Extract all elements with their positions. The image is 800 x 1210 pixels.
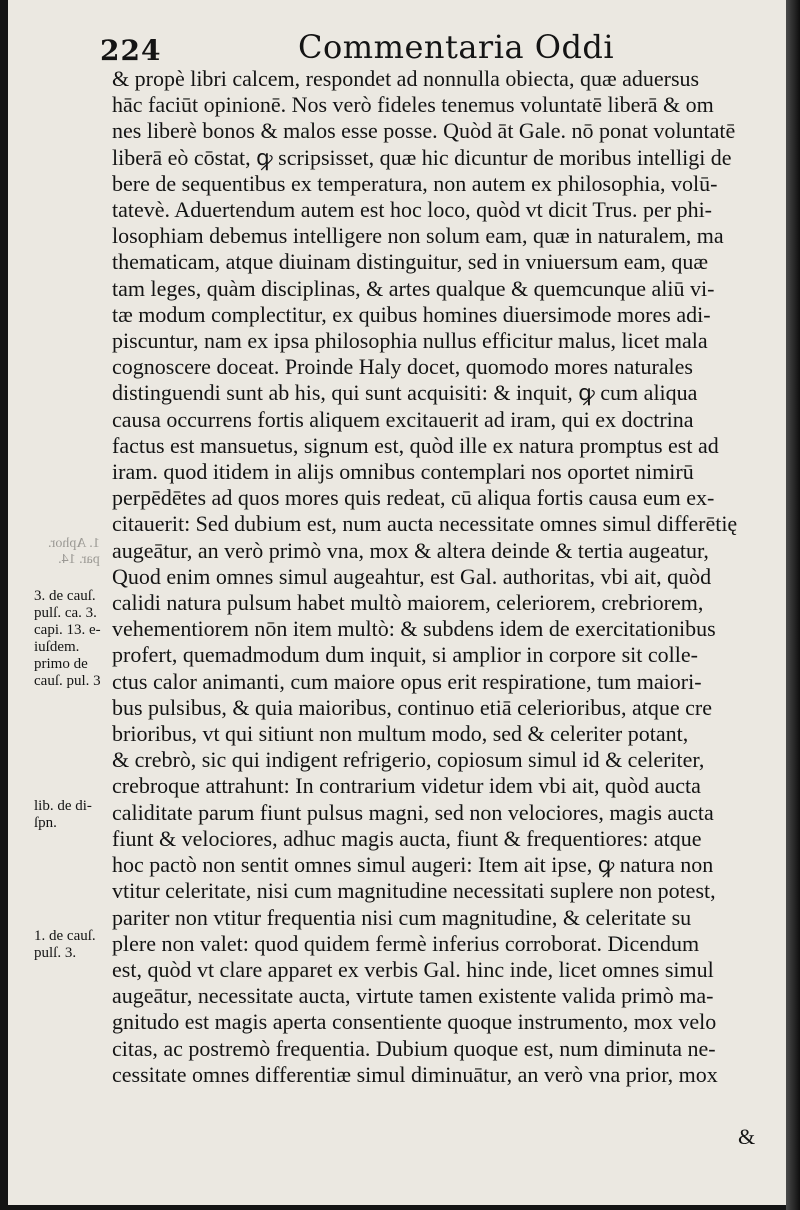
margin-note-line: pulſ. 3. [34,945,77,961]
text-line: hoc pactò non sentit omnes simul augeri: Item ait ipse, ꝙ natura non [112,852,714,878]
text-line: brioribus, vt qui sitiunt non multum modo, sed & celeriter potant, [112,721,689,747]
text-line: piscuntur, nam ex ipsa philosophia nullus efficitur malus, licet mala [112,328,708,354]
text-line: citas, ac postremò frequentia. Dubium quoque est, num diminuta ne- [112,1035,716,1061]
text-line: liberā eò cōstat, ꝙ scripsisset, quæ hic dicuntur de moribus intelligi de [112,144,732,170]
text-line: hāc faciūt opinionē. Nos verò fideles tenemus voluntatē liberā & om [112,92,714,118]
text-line: perpēdētes ad quos mores quis redeat, cū aliqua fortis causa eum ex- [112,485,715,511]
book-page [8,0,788,1205]
page-edge-shadow [786,0,800,1210]
text-line: vtitur celeritate, nisi cum magnitudine necessitati suplere non potest, [112,878,716,904]
text-line: est, quòd vt clare apparet ex verbis Gal. hinc inde, licet omnes simul [112,956,714,982]
text-line: cognoscere doceat. Proinde Haly docet, quomodo mores naturales [112,354,693,380]
margin-note-line: iuſdem. [34,639,80,655]
margin-note-line: 3. de cauſ. [34,588,96,604]
text-line: causa occurrens fortis aliquem excitauerit ad iram, qui ex doctrina [112,406,694,432]
text-line: fiunt & velociores, adhuc magis aucta, fiunt & frequentiores: atque [112,825,702,851]
margin-note [34,928,118,962]
margin-note [34,588,118,690]
text-line: factus est mansuetus, signum est, quòd ille ex natura promptus est ad [112,432,719,458]
text-line: tam leges, quàm disciplinas, & artes qualque & quemcunque aliū vi- [112,275,715,301]
text-line: pariter non vtitur frequentia nisi cum magnitudine, & celeritate su [112,904,692,930]
text-line: tæ modum complectitur, ex quibus homines diuersimode mores adi- [112,301,711,327]
text-line: profert, quemadmodum dum inquit, si amplior in corpore sit colle- [112,642,698,668]
text-line: distinguendi sunt ab his, qui sunt acquisiti: & inquit, ꝙ cum aliqua [112,380,698,406]
page-number: 224 [100,34,162,67]
text-line: calidi natura pulsum habet multò maiorem, celeriorem, crebriorem, [112,590,704,616]
margin-note-line: pulſ. ca. 3. [34,605,97,621]
text-line: crebroque attrahunt: In contrarium videtur idem vbi ait, quòd aucta [112,773,701,799]
text-line: tatevè. Aduertendum autem est hoc loco, quòd vt dicit Trus. per phi- [112,197,713,223]
text-line: Quod enim omnes simul augeahtur, est Gal. authoritas, vbi ait, quòd [112,563,712,589]
text-line: nes liberè bonos & malos esse posse. Quòd āt Gale. nō ponat voluntatē [112,118,736,144]
margin-note-line: ſpn. [34,815,57,831]
text-line: losophiam debemus intelligere non solum eam, quæ in naturalem, ma [112,223,724,249]
catchword: & [738,1124,756,1149]
text-line: citauerit: Sed dubium est, num aucta necessitate omnes simul differētię [112,511,738,537]
body-text [112,66,772,1088]
text-line: ctus calor animanti, cum maiore opus erit respiratione, tum maiori- [112,668,702,694]
text-line: & crebrò, sic qui indigent refrigerio, copiosum simul id & celeriter, [112,747,705,773]
margin-note-line: primo de [34,656,88,672]
text-line: & propè libri calcem, respondet ad nonnulla obiecta, quæ aduersus [112,66,700,91]
running-title: Commentaria Oddi [298,28,615,66]
text-line: gnitudo est magis aperta consentiente quoque instrumento, mox velo [112,1009,717,1035]
text-line: caliditate parum fiunt pulsus magni, sed non velociores, magis aucta [112,799,714,825]
margin-note-line: 1. de cauſ. [34,928,96,944]
text-line: bere de sequentibus ex temperatura, non autem ex philosophia, volū- [112,170,718,196]
margin-note-line: lib. de di- [34,798,92,814]
margin-note-line: capi. 13. e- [34,622,101,638]
text-line: cessitate omnes differentiæ simul diminuātur, an verò vna prior, mox [112,1061,718,1087]
text-line: vehementiorem nōn item multò: & subdens idem de exercitationibus [112,616,716,642]
text-line: plere non valet: quod quidem fermè inferius corroborat. Dicendum [112,930,700,956]
text-line: augeātur, an verò primò vna, mox & altera deinde & tertia augeatur, [112,537,709,563]
bleed-through-text: 1. Aphor. par. 14. [48,536,100,567]
text-line: thematicam, atque diuinam distinguitur, sed in vniuersum eam, quæ [112,249,709,275]
text-line: iram. quod itidem in alijs omnibus contemplari nos oportet nimirū [112,459,694,485]
margin-note-line: cauſ. pul. 3 [34,673,101,689]
margin-note [34,798,118,832]
text-line: bus pulsibus, & quia maioribus, continuo etiā celerioribus, atque cre [112,694,712,720]
text-line: augeātur, necessitate aucta, virtute tamen existente valida primò ma- [112,983,714,1009]
